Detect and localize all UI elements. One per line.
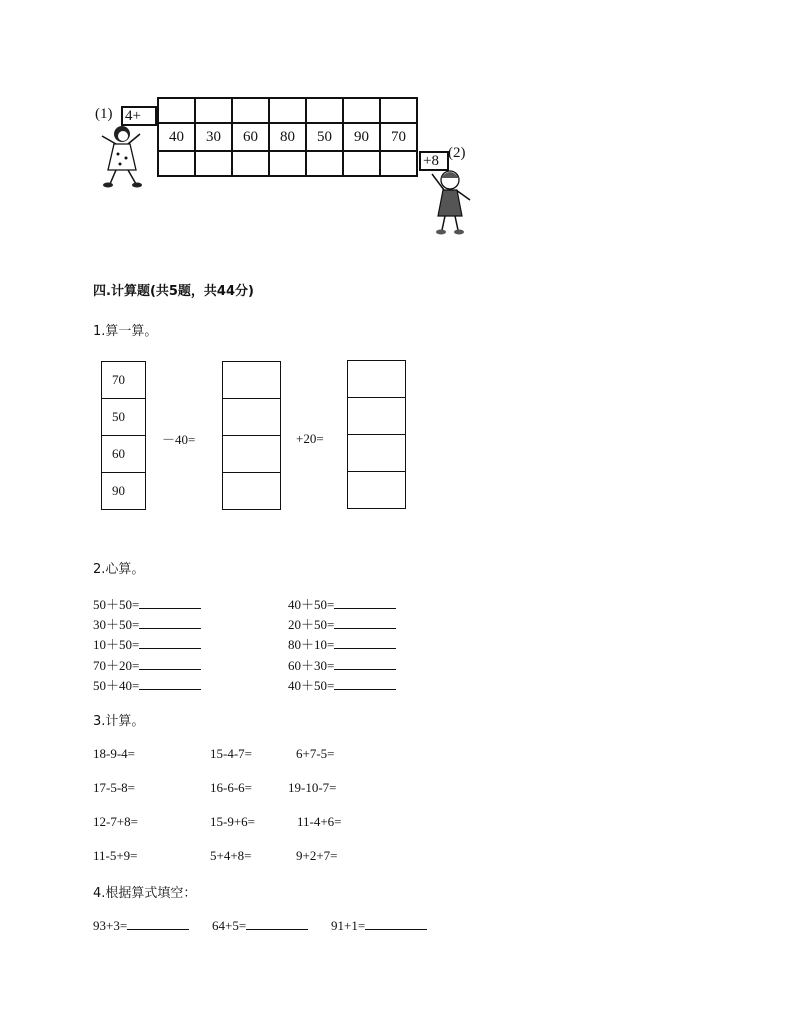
answer-box[interactable]: [223, 473, 281, 510]
answer-box[interactable]: [223, 399, 281, 436]
mental-math-item: 50＋40=: [93, 675, 201, 694]
calc-item: 12-7+8=: [93, 814, 138, 829]
label-part-2: (2): [448, 145, 466, 161]
operation-box-right: +8: [419, 151, 449, 171]
girl-right-illustration: [424, 166, 476, 238]
calc-item: 17-5-8=: [93, 780, 135, 795]
answer-blank[interactable]: [139, 657, 201, 670]
calc-item: 11-5+9=: [93, 848, 138, 863]
mental-math-item: 20＋50=: [288, 614, 396, 633]
calc-item: 16-6-6=: [210, 780, 252, 795]
grid-cell-empty: [306, 98, 343, 123]
calc-item: 18-9-4=: [93, 746, 135, 761]
answer-box[interactable]: [348, 361, 406, 398]
grid-cell-value: 50: [306, 123, 343, 151]
grid-cell-empty: [158, 98, 195, 123]
grid-cell-empty: [158, 151, 195, 176]
mental-math-item: 80＋10=: [288, 634, 396, 653]
mental-math-item: 40＋50=: [288, 675, 396, 694]
grid-cell-empty: [269, 151, 306, 176]
question-2-title: 2.心算。: [93, 562, 145, 577]
answer-blank[interactable]: [139, 596, 201, 609]
grid-cell-empty: [269, 98, 306, 123]
operation-plus-20: +20=: [296, 431, 324, 446]
grid-cell-empty: [232, 98, 269, 123]
grid-cell-empty: [380, 98, 417, 123]
input-value: 70: [102, 362, 146, 399]
answer-blank[interactable]: [139, 677, 201, 690]
answer-blank[interactable]: [334, 677, 396, 690]
calc-item: 9+2+7=: [296, 848, 338, 863]
answer-blank[interactable]: [246, 917, 308, 930]
fill-item: 93+3=: [93, 917, 189, 934]
answer-blank[interactable]: [139, 636, 201, 649]
calc-item: 6+7-5=: [296, 746, 335, 761]
grid-cell-empty: [195, 151, 232, 176]
question-4-title: 4.根据算式填空：: [93, 886, 197, 901]
grid-cell-empty: [306, 151, 343, 176]
grid-cell-value: 90: [343, 123, 380, 151]
grid-cell-value: 60: [232, 123, 269, 151]
mental-math-item: 50＋50=: [93, 594, 201, 613]
input-value: 90: [102, 473, 146, 510]
answer-blank[interactable]: [365, 917, 427, 930]
answer-box[interactable]: [223, 362, 281, 399]
calc-item: 15-9+6=: [210, 814, 255, 829]
grid-cell-empty: [343, 98, 380, 123]
answer-box[interactable]: [348, 435, 406, 472]
grid-cell-empty: [343, 151, 380, 176]
calc-item: 19-10-7=: [288, 780, 337, 795]
mental-math-item: 60＋30=: [288, 655, 396, 674]
answer-box[interactable]: [223, 436, 281, 473]
answer-box[interactable]: [348, 472, 406, 509]
answer-blank[interactable]: [127, 917, 189, 930]
answer-blank[interactable]: [334, 616, 396, 629]
answer-blank[interactable]: [334, 657, 396, 670]
answer-box[interactable]: [348, 398, 406, 435]
grid-cell-empty: [195, 98, 232, 123]
mental-math-item: 10＋50=: [93, 634, 201, 653]
answer-blank[interactable]: [334, 596, 396, 609]
mental-math-item: 40＋50=: [288, 594, 396, 613]
girl-left-illustration: [96, 122, 146, 192]
calc-item: 15-4-7=: [210, 746, 252, 761]
fill-item: 91+1=: [331, 917, 427, 934]
label-part-1: (1): [95, 106, 113, 122]
question-3-title: 3.计算。: [93, 714, 145, 729]
grid-cell-value: 80: [269, 123, 306, 151]
mental-math-item: 70＋20=: [93, 655, 201, 674]
answer-column-2: [347, 360, 406, 509]
operation-box-left: 4+: [121, 106, 157, 126]
fill-item: 64+5=: [212, 917, 308, 934]
calc-item: 5+4+8=: [210, 848, 252, 863]
number-grid: [157, 97, 418, 177]
section-title: 四.计算题(共5题，共44分): [93, 284, 254, 299]
grid-cell-empty: [232, 151, 269, 176]
input-column: [101, 361, 146, 510]
answer-blank[interactable]: [139, 616, 201, 629]
grid-cell-empty: [380, 151, 417, 176]
input-value: 60: [102, 436, 146, 473]
grid-cell-value: 70: [380, 123, 417, 151]
answer-blank[interactable]: [334, 636, 396, 649]
calc-item: 11-4+6=: [297, 814, 342, 829]
grid-cell-value: 40: [158, 123, 195, 151]
answer-column-1: [222, 361, 281, 510]
grid-cell-value: 30: [195, 123, 232, 151]
operation-minus-40: －40=: [162, 432, 196, 447]
mental-math-item: 30＋50=: [93, 614, 201, 633]
question-1-title: 1.算一算。: [93, 324, 158, 339]
input-value: 50: [102, 399, 146, 436]
